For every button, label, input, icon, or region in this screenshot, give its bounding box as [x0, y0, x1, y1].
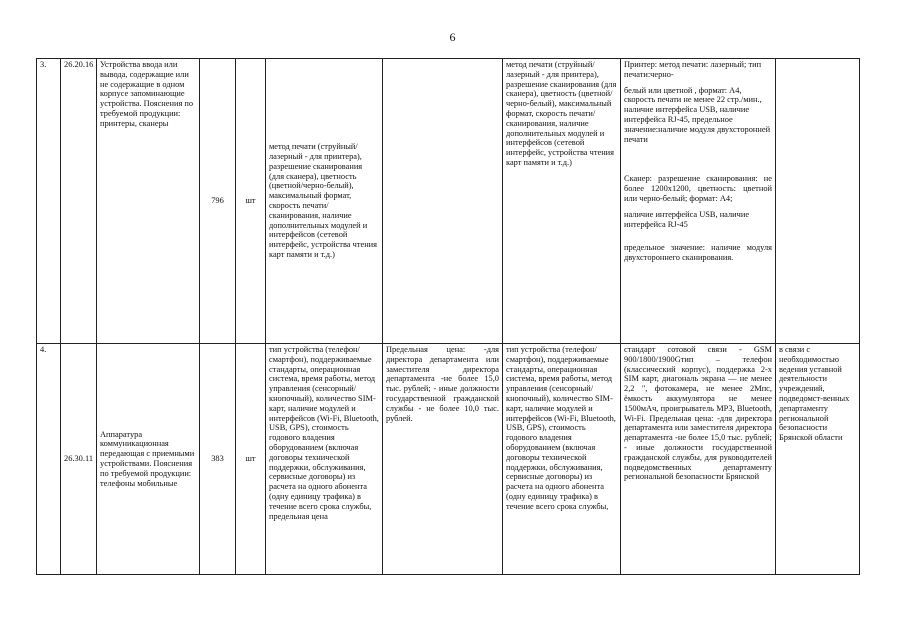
- okei-code: 796: [200, 59, 236, 344]
- printer-spec-line2: белый или цветной , формат: А4, скорость печати не менее 22 стр./мин., наличие интерфейса USB, наличие интерфейса RJ-45, предельное значение:наличие модуля двухсторонней печати: [624, 85, 771, 144]
- characteristics: метод печати (струйный/лазерный - для принтера), разрешение сканирования (для сканера), цветность (цветной/черно-белый), максимальный формат, скорость печати/сканирования, наличие дополнительных модулей и интерфейсов (сетевой интерфейс, устройства чтения карт памяти и т.д.): [266, 59, 383, 344]
- table-row: [37, 344, 860, 575]
- okpd-code: 26.30.11: [61, 344, 97, 575]
- row-number: 3.: [37, 59, 61, 344]
- okpd-code: 26.20.16: [61, 59, 97, 344]
- characteristics: тип устройства (телефон/смартфон), поддерживаемые стандарты, операционная система, время работы, метод управления (сенсорный/кнопочный), количество SIM-карт, наличие модулей и интерфейсов (Wi-Fi, Bluetooth, USB, GPS), стоимость годового владения оборудованием (включая договоры технической поддержки, обслуживания, сервисные договоры) из расчета на одного абонента (одну единицу трафика) в течение всего срока службы, предельная цена: [266, 344, 383, 575]
- dept-values: [621, 59, 776, 344]
- product-name: Устройства ввода или вывода, содержащие или не содержащие в одном корпусе запоминающие устройства. Пояснения по требуемой продукции: принтеры, сканеры: [97, 59, 200, 344]
- scanner-spec: Сканер: разрешение сканирования: не более 1200х1200, цветность: цветной или черно-белый; формат: А4;: [624, 174, 772, 203]
- printer-spec-line1: Принтер: метод печати: лазерный; тип печати:черно-: [624, 60, 762, 79]
- limit-value: [383, 59, 503, 344]
- scanner-interfaces: наличие интерфейса USB, наличие интерфейса RJ-45: [624, 209, 750, 229]
- scanner-limit: предельное значение: наличие модуля двухстороннего сканирования.: [624, 243, 772, 263]
- limit-value: Предельная цена: -для директора департамента или заместителя директора департамента -не более 15,0 тыс. рублей; - иные должности государственной гражданской службы - не более 10,0 тыс. рублей.: [383, 344, 503, 575]
- unit: шт: [236, 344, 266, 575]
- row-number: 4.: [37, 344, 61, 575]
- dept-characteristics: метод печати (струйный/лазерный - для принтера), разрешение сканирования (для сканера), цветность (цветной/черно-белый), максимальный формат, скорость печати/сканирования, наличие дополнительных модулей и интерфейсов (сетевой интерфейс, устройства чтения карт памяти и т.д.): [503, 59, 621, 344]
- dept-values: стандарт сотовой связи - GSM 900/1800/1900Gтип – телефон (классический корпус), поддержка 2-х SIM карт, диагональ экрана — не менее 2,2 ", фотокамера, не менее 2Мпс, ёмкость аккумулятора не менее 1500мАч, проигрыватель MP3, Bluetooth, Wi-Fi. Предельная цена: -для директора департамента или заместителя директора департамента -не более 15,0 тыс. рублей; - иные должности государственной гражданской службы, для руководителей подведомственных департаменту региональной безопасности Брянской: [621, 344, 776, 575]
- unit: шт: [236, 59, 266, 344]
- requirements-table: [36, 58, 860, 575]
- dept-characteristics: тип устройства (телефон/смартфон), поддерживаемые стандарты, операционная система, время работы, метод управления (сенсорный/кнопочный), количество SIM-карт, наличие модулей и интерфейсов (Wi-Fi, Bluetooth, USB, GPS), стоимость годового владения оборудованием (включая договоры технической поддержки, обслуживания, сервисные договоры) из расчета на одного абонента (одну единицу трафика) в течение всего срока службы,: [503, 344, 621, 575]
- justification: [776, 59, 860, 344]
- okei-code: 383: [200, 344, 236, 575]
- table-row: [37, 59, 860, 344]
- page-number: 6: [449, 30, 456, 44]
- justification: в связи с необходимостью ведения уставной деятельности учреждений, подведомст-венных департаменту региональной безопасности Брянской области: [776, 344, 860, 575]
- product-name: Аппаратура коммуникационная передающая с приемными устройствами. Пояснения по требуемой продукции: телефоны мобильные: [97, 344, 200, 575]
